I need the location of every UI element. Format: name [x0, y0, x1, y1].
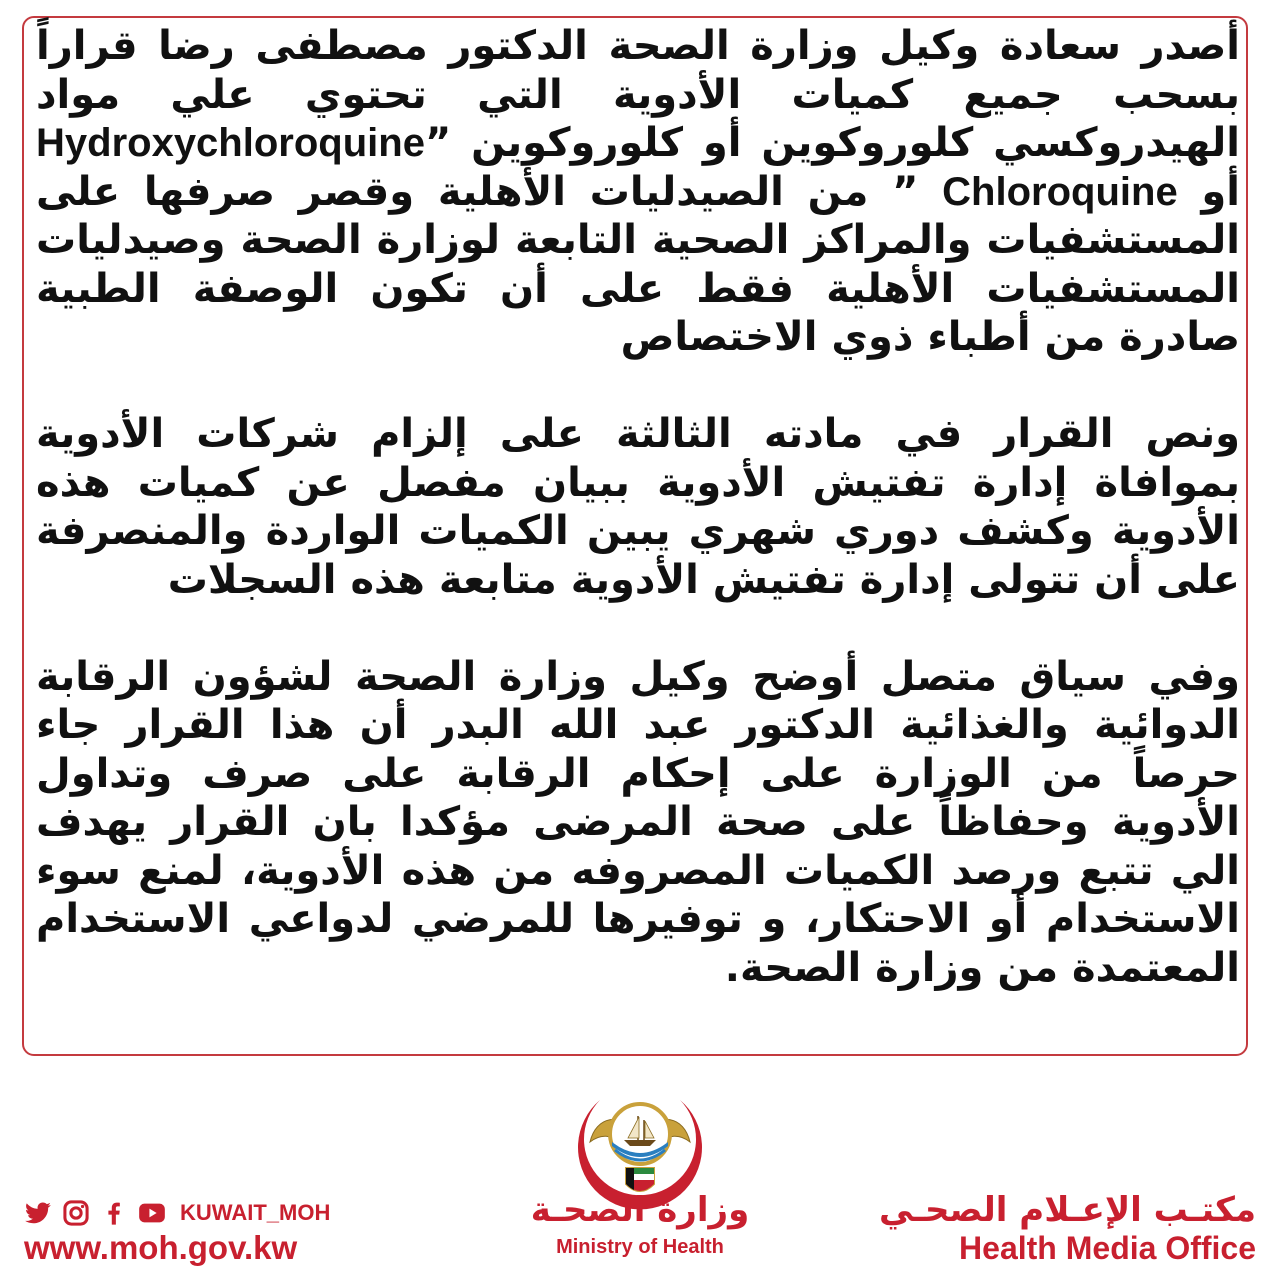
term-hydroxychloroquine: Hydroxychloroquine	[36, 121, 425, 165]
social-links	[24, 1198, 330, 1228]
term-chloroquine: Chloroquine	[942, 169, 1178, 214]
office-name-english: Health Media Office	[959, 1230, 1256, 1266]
paragraph-2: ونص القرار في مادته الثالثة على إلزام شركات الأدوية بموافاة إدارة تفتيش الأدوية ببيان مفصل عن كميات هذه الأدوية وكشف دوري شهري يبين الكميات الواردة والمنصرفة على أن تتولى إدارة تفتيش الأدوية متابعة هذه السجلات	[36, 411, 1240, 603]
facebook-icon[interactable]	[100, 1199, 128, 1227]
paragraph-1-or: أو	[1177, 168, 1241, 215]
ministry-name-arabic: وزارة الصحـة	[530, 1190, 750, 1230]
youtube-icon[interactable]	[138, 1199, 166, 1227]
ministry-name-english: Ministry of Health	[556, 1236, 724, 1258]
social-handle[interactable]: KUWAIT_MOH	[180, 1200, 331, 1225]
office-name-arabic: مكتـب الإعـلام الصحـي	[879, 1190, 1256, 1230]
twitter-icon[interactable]	[24, 1199, 52, 1227]
paragraph-1-rest: ” من الصيدليات الأهلية وقصر صرفها على المستشفيات والمراكز الصحية التابعة لوزارة الصحة وصيدليات المستشفيات الأهلية فقط على أن تكون الوصفة الطبية صادرة من أطباء ذوي الاختصاص	[36, 168, 1240, 360]
article-body	[36, 22, 1240, 992]
paragraph-3: وفي سياق متصل أوضح وكيل وزارة الصحة لشؤون الرقابة الدوائية والغذائية الدكتور عبد الله البدر أن هذا القرار جاء حرصاً من الوزارة على إحكام الرقابة على صرف وتداول الأدوية وحفاظاً على صحة المرضى مؤكدا بان القرار يهدف الي تتبع ورصد الكميات المصروفه من هذه الأدوية، لمنع سوء الاستخدام أو الاحتكار، و توفيرها للمرضي لدواعي الاستخدام المعتمدة من وزارة الصحة.	[36, 653, 1240, 991]
instagram-icon[interactable]	[62, 1199, 90, 1227]
website-link[interactable]: www.moh.gov.kw	[24, 1229, 298, 1266]
paragraph-1-intro: أصدر سعادة وكيل وزارة الصحة الدكتور مصطفى رضا قراراً بسحب جميع كميات الأدوية التي تحتوي علي مواد الهيدروكسي كلوروكوين أو كلوروكوين ”	[36, 23, 1240, 166]
paragraph-1	[36, 22, 1240, 362]
